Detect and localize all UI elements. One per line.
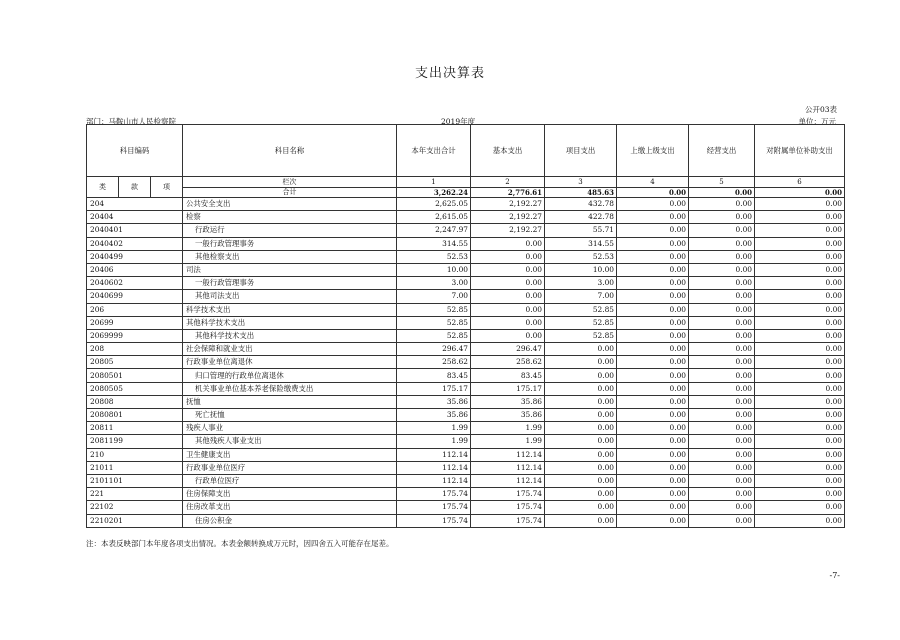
table-row xyxy=(87,198,845,211)
row-code: 204 xyxy=(87,198,183,211)
row-value: 0.00 xyxy=(689,448,755,461)
row-value: 0.00 xyxy=(617,422,689,435)
row-value: 10.00 xyxy=(545,263,617,276)
row-value: 0.00 xyxy=(689,422,755,435)
header-lei: 类 xyxy=(87,177,119,198)
row-value: 0.00 xyxy=(545,422,617,435)
row-value: 0.00 xyxy=(755,290,845,303)
row-name: 卫生健康支出 xyxy=(183,448,397,461)
row-value: 422.78 xyxy=(545,211,617,224)
row-value: 0.00 xyxy=(617,329,689,342)
row-value: 0.00 xyxy=(617,382,689,395)
row-value: 0.00 xyxy=(471,290,545,303)
table-row xyxy=(87,409,845,422)
unit-label: 单位：万元 xyxy=(798,117,836,126)
header-kuan: 款 xyxy=(119,177,151,198)
row-value: 175.17 xyxy=(397,382,471,395)
row-value: 0.00 xyxy=(689,237,755,250)
row-code: 2080505 xyxy=(87,382,183,395)
row-value: 3.00 xyxy=(397,277,471,290)
row-value: 0.00 xyxy=(545,409,617,422)
total-value: 2,776.61 xyxy=(471,188,545,198)
header-row xyxy=(87,125,845,177)
table-row xyxy=(87,303,845,316)
row-value: 52.85 xyxy=(397,303,471,316)
row-name: 住房改革支出 xyxy=(183,501,397,514)
row-value: 0.00 xyxy=(471,237,545,250)
row-value: 0.00 xyxy=(689,198,755,211)
row-code: 2040699 xyxy=(87,290,183,303)
row-value: 0.00 xyxy=(689,501,755,514)
row-code: 20805 xyxy=(87,356,183,369)
row-value: 2,192.27 xyxy=(471,224,545,237)
row-value: 52.85 xyxy=(545,316,617,329)
row-value: 0.00 xyxy=(617,316,689,329)
row-value: 432.78 xyxy=(545,198,617,211)
header-total: 本年支出合计 xyxy=(397,125,471,177)
header-code: 科目编码 xyxy=(87,125,183,177)
row-value: 296.47 xyxy=(471,343,545,356)
row-value: 0.00 xyxy=(689,514,755,527)
row-value: 2,192.27 xyxy=(471,211,545,224)
row-value: 0.00 xyxy=(755,356,845,369)
row-value: 314.55 xyxy=(545,237,617,250)
table-row xyxy=(87,316,845,329)
row-value: 0.00 xyxy=(617,211,689,224)
row-name: 行政单位医疗 xyxy=(183,474,397,487)
table-row xyxy=(87,435,845,448)
row-value: 0.00 xyxy=(755,211,845,224)
row-value: 0.00 xyxy=(545,435,617,448)
total-value: 0.00 xyxy=(617,188,689,198)
row-value: 1.99 xyxy=(471,435,545,448)
row-name: 其他司法支出 xyxy=(183,290,397,303)
row-name: 住房保障支出 xyxy=(183,488,397,501)
column-number-row xyxy=(87,177,845,188)
row-value: 0.00 xyxy=(689,369,755,382)
row-value: 52.85 xyxy=(397,316,471,329)
row-value: 0.00 xyxy=(755,474,845,487)
table-row xyxy=(87,343,845,356)
row-value: 0.00 xyxy=(755,461,845,474)
row-name: 司法 xyxy=(183,263,397,276)
table-row xyxy=(87,369,845,382)
table-row xyxy=(87,422,845,435)
table-row xyxy=(87,263,845,276)
row-value: 0.00 xyxy=(545,461,617,474)
row-value: 0.00 xyxy=(471,329,545,342)
table-row xyxy=(87,237,845,250)
row-value: 0.00 xyxy=(545,356,617,369)
row-value: 0.00 xyxy=(689,382,755,395)
row-code: 2081199 xyxy=(87,435,183,448)
row-code: 221 xyxy=(87,488,183,501)
header-basic: 基本支出 xyxy=(471,125,545,177)
row-value: 0.00 xyxy=(689,277,755,290)
row-value: 0.00 xyxy=(471,316,545,329)
row-value: 112.14 xyxy=(471,474,545,487)
row-name: 抚恤 xyxy=(183,395,397,408)
row-value: 0.00 xyxy=(755,250,845,263)
row-value: 2,247.97 xyxy=(397,224,471,237)
row-name: 行政事业单位离退休 xyxy=(183,356,397,369)
row-value: 0.00 xyxy=(689,409,755,422)
row-value: 35.86 xyxy=(471,395,545,408)
col-number: 4 xyxy=(617,177,689,188)
row-value: 52.85 xyxy=(545,329,617,342)
row-value: 175.74 xyxy=(397,488,471,501)
expenditure-table xyxy=(86,124,845,528)
row-value: 0.00 xyxy=(545,395,617,408)
header-business: 经营支出 xyxy=(689,125,755,177)
row-value: 7.00 xyxy=(397,290,471,303)
row-name: 公共安全支出 xyxy=(183,198,397,211)
row-value: 52.53 xyxy=(545,250,617,263)
row-code: 2080801 xyxy=(87,409,183,422)
row-value: 0.00 xyxy=(755,369,845,382)
row-name: 其他检察支出 xyxy=(183,250,397,263)
row-value: 0.00 xyxy=(617,277,689,290)
row-value: 0.00 xyxy=(617,395,689,408)
form-number: 公开03表 xyxy=(804,105,837,114)
row-value: 0.00 xyxy=(471,303,545,316)
row-value: 0.00 xyxy=(755,329,845,342)
row-code: 2210201 xyxy=(87,514,183,527)
row-value: 112.14 xyxy=(397,461,471,474)
row-value: 0.00 xyxy=(689,488,755,501)
row-name: 其他科学技术支出 xyxy=(183,329,397,342)
row-value: 0.00 xyxy=(617,369,689,382)
row-value: 2,615.05 xyxy=(397,211,471,224)
header-lanci: 栏次 xyxy=(183,177,397,188)
row-value: 175.74 xyxy=(471,488,545,501)
row-value: 258.62 xyxy=(471,356,545,369)
row-code: 20808 xyxy=(87,395,183,408)
row-name: 科学技术支出 xyxy=(183,303,397,316)
row-name: 死亡抚恤 xyxy=(183,409,397,422)
total-value: 485.63 xyxy=(545,188,617,198)
row-value: 175.74 xyxy=(397,514,471,527)
row-name: 行政事业单位医疗 xyxy=(183,461,397,474)
row-value: 0.00 xyxy=(755,198,845,211)
row-name: 其他残疾人事业支出 xyxy=(183,435,397,448)
row-value: 0.00 xyxy=(689,250,755,263)
row-value: 0.00 xyxy=(545,474,617,487)
row-value: 0.00 xyxy=(755,263,845,276)
row-value: 0.00 xyxy=(689,211,755,224)
table-row xyxy=(87,277,845,290)
row-value: 0.00 xyxy=(755,422,845,435)
row-value: 83.45 xyxy=(397,369,471,382)
row-value: 0.00 xyxy=(689,461,755,474)
row-code: 2080501 xyxy=(87,369,183,382)
row-code: 20811 xyxy=(87,422,183,435)
page-title: 支出决算表 xyxy=(414,66,485,81)
table-row xyxy=(87,395,845,408)
row-name: 其他科学技术支出 xyxy=(183,316,397,329)
row-value: 7.00 xyxy=(545,290,617,303)
row-name: 一般行政管理事务 xyxy=(183,277,397,290)
row-code: 208 xyxy=(87,343,183,356)
row-value: 112.14 xyxy=(471,461,545,474)
total-label: 合计 xyxy=(183,188,397,198)
row-name: 社会保障和就业支出 xyxy=(183,343,397,356)
row-value: 0.00 xyxy=(755,316,845,329)
total-row xyxy=(87,188,845,198)
row-name: 行政运行 xyxy=(183,224,397,237)
table-row xyxy=(87,211,845,224)
col-number: 3 xyxy=(545,177,617,188)
row-value: 175.74 xyxy=(471,501,545,514)
col-number: 6 xyxy=(755,177,845,188)
row-value: 0.00 xyxy=(689,329,755,342)
row-value: 0.00 xyxy=(755,448,845,461)
row-value: 0.00 xyxy=(689,435,755,448)
table-row xyxy=(87,488,845,501)
row-value: 0.00 xyxy=(689,343,755,356)
row-value: 0.00 xyxy=(617,343,689,356)
row-code: 2040499 xyxy=(87,250,183,263)
row-value: 0.00 xyxy=(545,448,617,461)
row-value: 0.00 xyxy=(689,356,755,369)
row-value: 35.86 xyxy=(471,409,545,422)
row-value: 0.00 xyxy=(689,316,755,329)
row-value: 0.00 xyxy=(617,514,689,527)
row-value: 2,625.05 xyxy=(397,198,471,211)
row-value: 0.00 xyxy=(617,409,689,422)
row-value: 296.47 xyxy=(397,343,471,356)
row-name: 一般行政管理事务 xyxy=(183,237,397,250)
row-value: 0.00 xyxy=(617,224,689,237)
row-value: 0.00 xyxy=(755,409,845,422)
row-value: 0.00 xyxy=(545,382,617,395)
row-name: 机关事业单位基本养老保险缴费支出 xyxy=(183,382,397,395)
row-value: 175.74 xyxy=(397,501,471,514)
row-name: 归口管理的行政单位离退休 xyxy=(183,369,397,382)
row-code: 21011 xyxy=(87,461,183,474)
row-name: 检察 xyxy=(183,211,397,224)
row-code: 2101101 xyxy=(87,474,183,487)
row-value: 52.85 xyxy=(545,303,617,316)
row-value: 0.00 xyxy=(617,501,689,514)
row-value: 0.00 xyxy=(617,356,689,369)
table-row xyxy=(87,290,845,303)
row-value: 0.00 xyxy=(617,435,689,448)
table-row xyxy=(87,501,845,514)
row-value: 55.71 xyxy=(545,224,617,237)
row-value: 112.14 xyxy=(397,448,471,461)
row-value: 175.74 xyxy=(471,514,545,527)
row-value: 0.00 xyxy=(755,277,845,290)
row-value: 0.00 xyxy=(617,488,689,501)
row-value: 0.00 xyxy=(689,395,755,408)
header-project: 项目支出 xyxy=(545,125,617,177)
row-value: 52.53 xyxy=(397,250,471,263)
row-value: 0.00 xyxy=(545,343,617,356)
row-value: 112.14 xyxy=(471,448,545,461)
row-value: 0.00 xyxy=(689,474,755,487)
row-value: 0.00 xyxy=(755,488,845,501)
table-row xyxy=(87,448,845,461)
row-value: 0.00 xyxy=(755,514,845,527)
row-value: 1.99 xyxy=(397,435,471,448)
row-value: 0.00 xyxy=(689,263,755,276)
row-value: 175.17 xyxy=(471,382,545,395)
row-code: 206 xyxy=(87,303,183,316)
row-value: 83.45 xyxy=(471,369,545,382)
row-code: 20404 xyxy=(87,211,183,224)
row-value: 314.55 xyxy=(397,237,471,250)
row-value: 0.00 xyxy=(755,343,845,356)
total-value: 0.00 xyxy=(689,188,755,198)
row-value: 0.00 xyxy=(617,461,689,474)
row-value: 0.00 xyxy=(617,474,689,487)
row-value: 0.00 xyxy=(617,250,689,263)
header-subsidy: 对附属单位补助支出 xyxy=(755,125,845,177)
row-value: 0.00 xyxy=(755,501,845,514)
row-value: 0.00 xyxy=(545,369,617,382)
table-row xyxy=(87,329,845,342)
row-value: 0.00 xyxy=(471,250,545,263)
total-value: 3,262.24 xyxy=(397,188,471,198)
row-code: 2040402 xyxy=(87,237,183,250)
table-row xyxy=(87,514,845,527)
row-value: 0.00 xyxy=(755,395,845,408)
row-value: 1.99 xyxy=(397,422,471,435)
col-number: 1 xyxy=(397,177,471,188)
footnote: 注：本表反映部门本年度各项支出情况。本表金额转换成万元时，因四舍五入可能存在尾差。 xyxy=(86,539,394,548)
row-value: 0.00 xyxy=(755,237,845,250)
row-value: 0.00 xyxy=(617,303,689,316)
row-code: 20699 xyxy=(87,316,183,329)
row-value: 258.62 xyxy=(397,356,471,369)
table-row xyxy=(87,250,845,263)
table-row xyxy=(87,382,845,395)
row-value: 0.00 xyxy=(545,514,617,527)
header-upper: 上缴上级支出 xyxy=(617,125,689,177)
row-value: 2,192.27 xyxy=(471,198,545,211)
total-value: 0.00 xyxy=(755,188,845,198)
header-xiang: 项 xyxy=(151,177,183,198)
row-value: 0.00 xyxy=(471,263,545,276)
row-value: 0.00 xyxy=(755,303,845,316)
table-row xyxy=(87,356,845,369)
row-value: 35.86 xyxy=(397,395,471,408)
row-value: 0.00 xyxy=(545,501,617,514)
row-value: 0.00 xyxy=(545,488,617,501)
row-code: 20406 xyxy=(87,263,183,276)
row-value: 3.00 xyxy=(545,277,617,290)
row-value: 0.00 xyxy=(755,224,845,237)
row-value: 0.00 xyxy=(617,290,689,303)
row-value: 0.00 xyxy=(755,435,845,448)
row-value: 0.00 xyxy=(617,237,689,250)
table-row xyxy=(87,474,845,487)
row-value: 0.00 xyxy=(617,198,689,211)
row-value: 0.00 xyxy=(617,263,689,276)
row-value: 0.00 xyxy=(689,290,755,303)
page-number: -7- xyxy=(829,571,840,580)
col-number: 5 xyxy=(689,177,755,188)
row-code: 2040401 xyxy=(87,224,183,237)
row-value: 0.00 xyxy=(617,448,689,461)
row-name: 住房公积金 xyxy=(183,514,397,527)
table-row xyxy=(87,224,845,237)
header-name: 科目名称 xyxy=(183,125,397,177)
row-code: 2069999 xyxy=(87,329,183,342)
row-value: 112.14 xyxy=(397,474,471,487)
row-value: 10.00 xyxy=(397,263,471,276)
row-value: 0.00 xyxy=(755,382,845,395)
row-value: 35.86 xyxy=(397,409,471,422)
table-row xyxy=(87,461,845,474)
row-value: 0.00 xyxy=(471,277,545,290)
department-label: 部门：马鞍山市人民检察院 xyxy=(86,117,176,126)
col-number: 2 xyxy=(471,177,545,188)
row-code: 2040602 xyxy=(87,277,183,290)
row-value: 52.85 xyxy=(397,329,471,342)
row-value: 1.99 xyxy=(471,422,545,435)
row-code: 22102 xyxy=(87,501,183,514)
row-code: 210 xyxy=(87,448,183,461)
row-value: 0.00 xyxy=(689,224,755,237)
row-value: 0.00 xyxy=(689,303,755,316)
row-name: 残疾人事业 xyxy=(183,422,397,435)
fiscal-year: 2019年度 xyxy=(441,117,476,126)
